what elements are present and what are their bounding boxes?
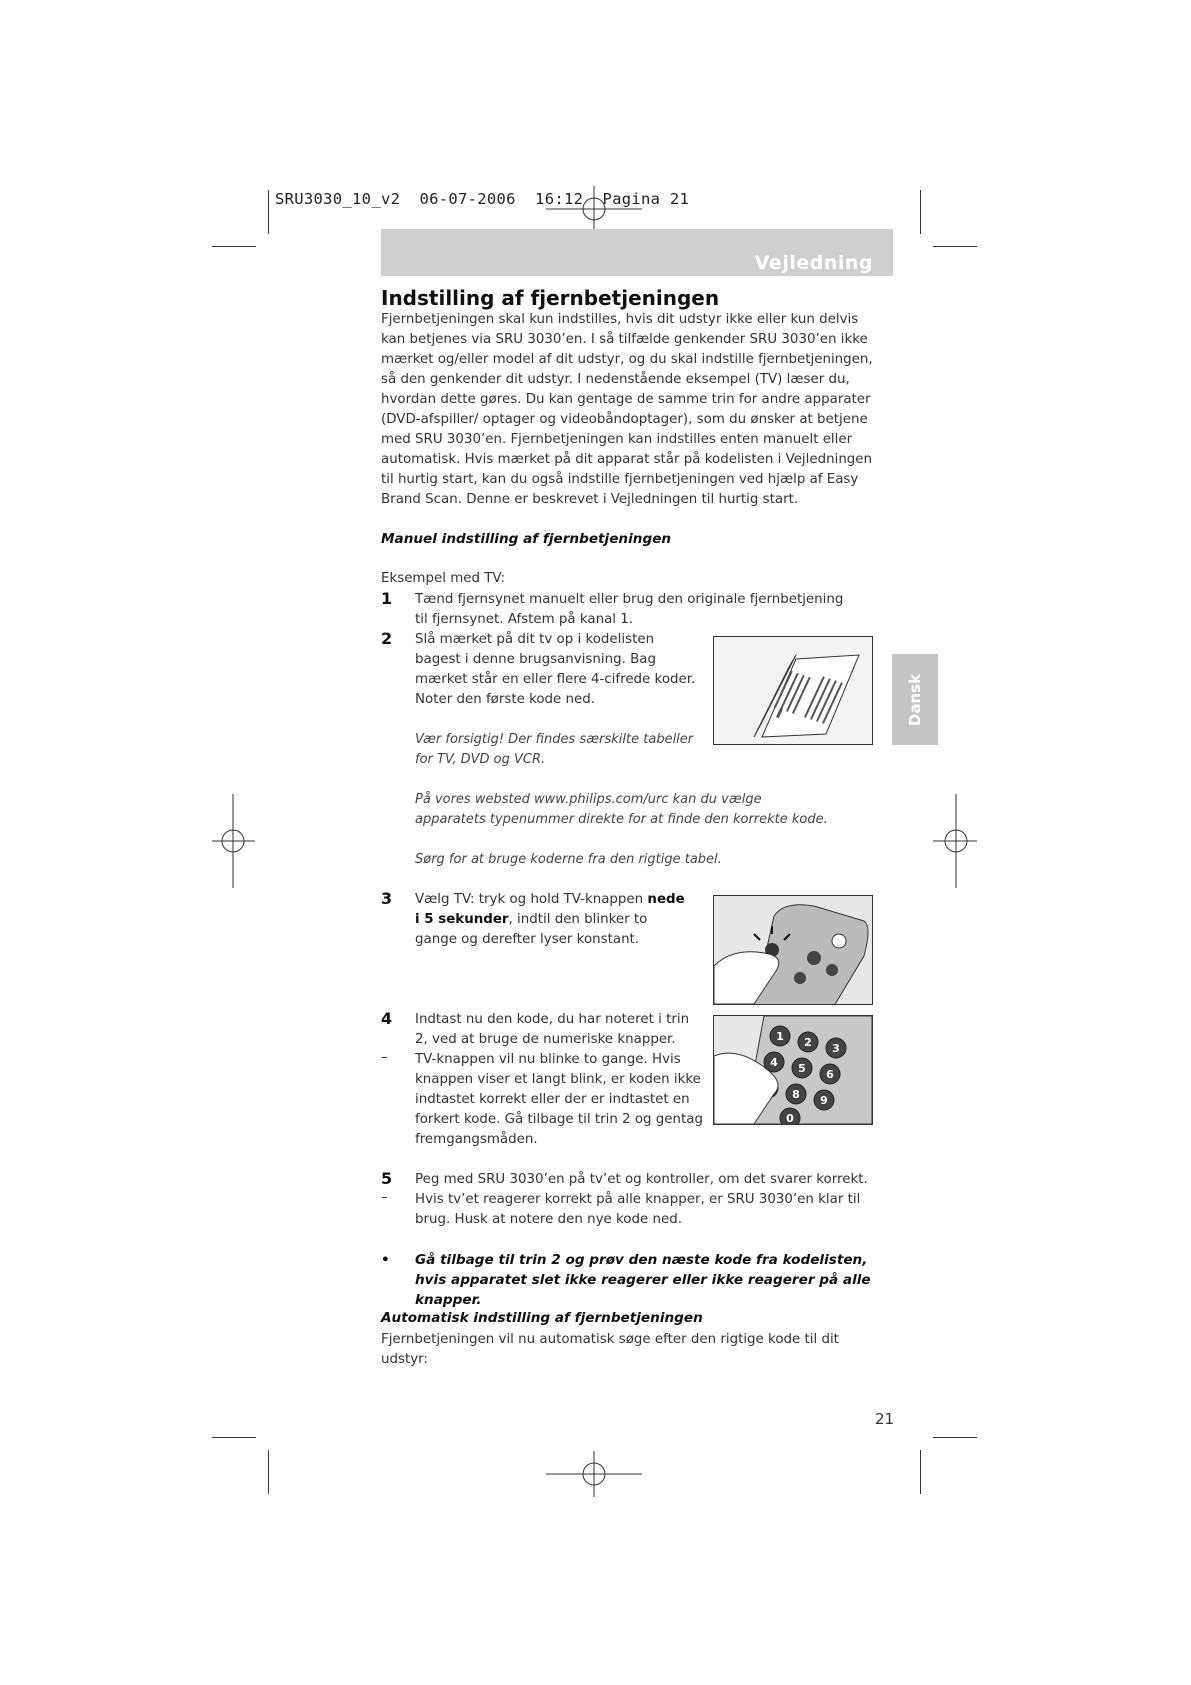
auto-text: Fjernbetjeningen vil nu automatisk søge efter den rigtige kode til dit udstyr: bbox=[381, 1332, 839, 1367]
keypad-digit: 0 bbox=[786, 1112, 794, 1124]
keypad-digit: 9 bbox=[820, 1094, 828, 1107]
remote-tv-button-figure bbox=[713, 895, 873, 1005]
dash: – bbox=[381, 1190, 388, 1205]
warning-note: Vær forsigtig! Der findes særskilte tabeller for TV, DVD og VCR. bbox=[415, 732, 694, 767]
code-list-figure bbox=[713, 636, 873, 745]
step-number: 2 bbox=[381, 629, 393, 648]
keypad-digit: 6 bbox=[826, 1068, 834, 1081]
section-title: Vejledning bbox=[754, 252, 873, 274]
step-result-text: TV-knappen vil nu blinke to gange. Hvis knappen viser et langt blink, er koden ikke indtastet korrekt eller der er indtastet en forkert kode. Gå tilbage til trin 2 og gentag fremgangsmåden. bbox=[415, 1052, 703, 1147]
step-text: Vælg TV: tryk og hold TV-knappen nede i 5 sekunder, indtil den blinker to gange og derefter lyser konstant. bbox=[415, 892, 685, 947]
keypad-digit: 1 bbox=[776, 1030, 784, 1043]
keypad-digit: 2 bbox=[804, 1036, 812, 1049]
manual-heading: Manuel indstilling af fjernbetjeningen bbox=[381, 531, 672, 547]
page-number: 21 bbox=[875, 1410, 895, 1428]
language-tab bbox=[892, 654, 938, 745]
section-header bbox=[381, 229, 893, 276]
step-number: 3 bbox=[381, 889, 393, 908]
intro-paragraph: Fjernbetjeningen skal kun indstilles, hvis dit udstyr ikke eller kun delvis kan betjenes via SRU 3030’en. I så tilfælde genkender SRU 3030’en ikke mærket og/eller model af dit udstyr, og du skal indstille fjernbetjeningen, så den genkender dit udstyr. I nedenstående eksempel (TV) læser du, hvordan dette gøres. Du kan gentage de samme trin for andre apparater (DVD-afspiller/ optager og videobåndoptager), som du ønsker at betjene med SRU 3030’en. Fjernbetjeningen kan indstilles enten manuelt eller automatisk. Hvis mærket på dit apparat står på kodelisten i Vejledningen til hurtig start, kan du også indstille fjernbetjeningen ved hjælp af Easy Brand Scan. Denne er beskrevet i Vejledningen til hurtig start. bbox=[381, 312, 873, 507]
step-text: Tænd fjernsynet manuelt eller brug den originale fjernbetjening til fjernsynet. Afstem på kanal 1. bbox=[415, 592, 844, 627]
example-label: Eksempel med TV: bbox=[381, 571, 505, 586]
keypad-figure bbox=[713, 1015, 873, 1125]
language-label: Dansk bbox=[906, 673, 924, 726]
auto-heading: Automatisk indstilling af fjernbetjeningen bbox=[381, 1310, 703, 1326]
keypad-digit: 4 bbox=[770, 1056, 778, 1069]
step-text: Peg med SRU 3030’en på tv’et og kontroller, om det svarer korrekt. bbox=[415, 1172, 868, 1187]
step-number: 4 bbox=[381, 1009, 393, 1028]
bullet: • bbox=[381, 1252, 390, 1268]
bullet-text: Gå tilbage til trin 2 og prøv den næste kode fra kodelisten, hvis apparatet slet ikke reagerer eller ikke reagerer på alle knapper. bbox=[415, 1252, 871, 1308]
step-text: Slå mærket på dit tv op i kodelisten bagest i denne brugsanvisning. Bag mærket står en eller flere 4-cifrede koder. Noter den første kode ned. bbox=[415, 632, 696, 707]
step-result-text: Hvis tv’et reagerer korrekt på alle knapper, er SRU 3030’en klar til brug. Husk at notere den nye kode ned. bbox=[415, 1192, 861, 1227]
step-number: 1 bbox=[381, 589, 393, 608]
print-slug: SRU3030_10_v2 06-07-2006 16:12 Pagina 21 bbox=[275, 190, 690, 208]
step-number: 5 bbox=[381, 1169, 393, 1188]
keypad-digit: 5 bbox=[798, 1062, 806, 1075]
page-title: Indstilling af fjernbetjeningen bbox=[381, 286, 720, 310]
step-text: Indtast nu den kode, du har noteret i trin 2, ved at bruge de numeriske knapper. bbox=[415, 1012, 690, 1047]
keypad-digit: 8 bbox=[792, 1088, 800, 1101]
table-note: Sørg for at bruge koderne fra den rigtige tabel. bbox=[415, 852, 722, 867]
dash: – bbox=[381, 1050, 388, 1065]
website-note: På vores websted www.philips.com/urc kan du vælge apparatets typenummer direkte for at finde den korrekte kode. bbox=[415, 792, 828, 827]
keypad-digit: 3 bbox=[832, 1042, 840, 1055]
